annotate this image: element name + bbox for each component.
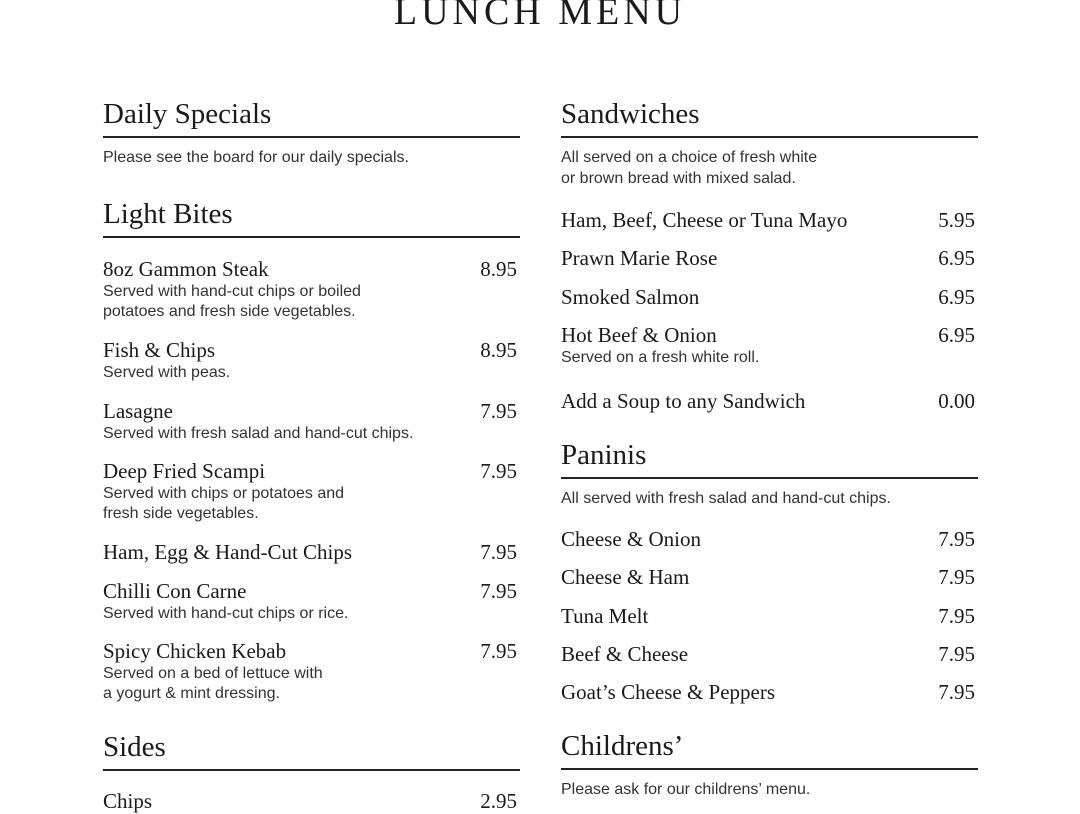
menu-item-lasagne (103, 398, 520, 444)
item-name: Tuna Melt (561, 604, 649, 628)
paninis-note: All served with fresh salad and hand-cut chips. (561, 490, 891, 507)
menu-item-add-soup (561, 388, 978, 414)
item-description: Served on a fresh white roll. (561, 349, 760, 366)
menu-item-cheese-onion (561, 526, 978, 552)
childrens-heading: Childrens’ (561, 728, 978, 770)
item-price: 6.95 (938, 246, 975, 270)
menu-item-spicy-chicken-kebab (103, 638, 520, 704)
daily-specials-heading: Daily Specials (103, 96, 520, 138)
item-name: Spicy Chicken Kebab (103, 639, 287, 663)
paninis-heading: Paninis (561, 437, 978, 479)
menu-item-prawn-marie-rose (561, 245, 978, 271)
menu-item-cheese-ham (561, 564, 978, 590)
menu-item-hot-beef-onion (561, 322, 978, 368)
note-line: All served on a choice of fresh white (561, 149, 818, 166)
childrens-note: Please ask for our childrens’ menu. (561, 781, 811, 798)
item-description: Served with peas. (103, 364, 231, 381)
sandwiches-heading: Sandwiches (561, 96, 978, 138)
menu-item-ham-egg-chips (103, 539, 520, 565)
item-name: Chilli Con Carne (103, 579, 247, 603)
menu-title: LUNCH MENU (393, 0, 687, 33)
menu-item-fish-chips (103, 337, 520, 383)
menu-item-ham-beef-cheese-tuna (561, 207, 978, 233)
item-price: 6.95 (938, 285, 975, 309)
item-price: 6.95 (938, 323, 975, 347)
daily-specials-section (103, 96, 520, 168)
item-description: Served with fresh salad and hand-cut chips. (103, 425, 414, 442)
item-price: 8.95 (480, 338, 517, 362)
menu-item-beef-cheese (561, 641, 978, 667)
menu-item-smoked-salmon (561, 284, 978, 310)
item-name: Cheese & Ham (561, 565, 690, 589)
item-name: Add a Soup to any Sandwich (561, 389, 806, 413)
menu-item-chips (103, 788, 520, 814)
item-name: Hot Beef & Onion (561, 323, 717, 347)
item-price: 0.00 (938, 389, 975, 413)
light-bites-section (103, 196, 520, 238)
menu-item-chilli-con-carne (103, 578, 520, 624)
item-description: Served with hand-cut chips or rice. (103, 605, 349, 622)
item-price: 7.95 (480, 399, 517, 423)
item-price: 7.95 (480, 579, 517, 603)
item-price: 7.95 (480, 540, 517, 564)
sandwiches-note (561, 147, 978, 189)
menu-item-tuna-melt (561, 603, 978, 629)
item-price: 7.95 (480, 639, 517, 663)
item-name: Lasagne (103, 399, 173, 423)
item-price: 7.95 (938, 680, 975, 704)
item-description: fresh side vegetables. (103, 505, 259, 522)
note-line: or brown bread with mixed salad. (561, 170, 796, 187)
item-name: Ham, Beef, Cheese or Tuna Mayo (561, 208, 848, 232)
item-description: Served on a bed of lettuce with (103, 665, 323, 682)
item-description: Served with hand-cut chips or boiled (103, 283, 361, 300)
sides-section (103, 729, 520, 771)
item-name: Goat’s Cheese & Peppers (561, 680, 776, 704)
item-name: Prawn Marie Rose (561, 246, 718, 270)
light-bites-heading: Light Bites (103, 196, 520, 238)
menu-item-goats-cheese-peppers (561, 679, 978, 705)
daily-specials-note: Please see the board for our daily specials. (103, 149, 409, 166)
item-name: Chips (103, 789, 153, 813)
item-name: Smoked Salmon (561, 285, 700, 309)
item-price: 7.95 (938, 642, 975, 666)
item-description: Served with chips or potatoes and (103, 485, 345, 502)
item-description: potatoes and fresh side vegetables. (103, 303, 356, 320)
paninis-section (561, 437, 978, 509)
item-name: Deep Fried Scampi (103, 459, 266, 483)
item-price: 7.95 (480, 459, 517, 483)
childrens-section (561, 728, 978, 800)
item-name: Cheese & Onion (561, 527, 701, 551)
item-price: 7.95 (938, 527, 975, 551)
menu-item-deep-fried-scampi (103, 458, 520, 524)
item-description: a yogurt & mint dressing. (103, 685, 280, 702)
item-price: 7.95 (938, 604, 975, 628)
item-price: 8.95 (480, 257, 517, 281)
sandwiches-section (561, 96, 978, 189)
sides-heading: Sides (103, 729, 520, 771)
item-name: Ham, Egg & Hand-Cut Chips (103, 540, 353, 564)
menu-item-gammon-steak (103, 256, 520, 322)
item-price: 2.95 (480, 789, 517, 813)
item-name: Beef & Cheese (561, 642, 689, 666)
item-name: 8oz Gammon Steak (103, 257, 269, 281)
item-name: Fish & Chips (103, 338, 216, 362)
item-price: 7.95 (938, 565, 975, 589)
item-price: 5.95 (938, 208, 975, 232)
